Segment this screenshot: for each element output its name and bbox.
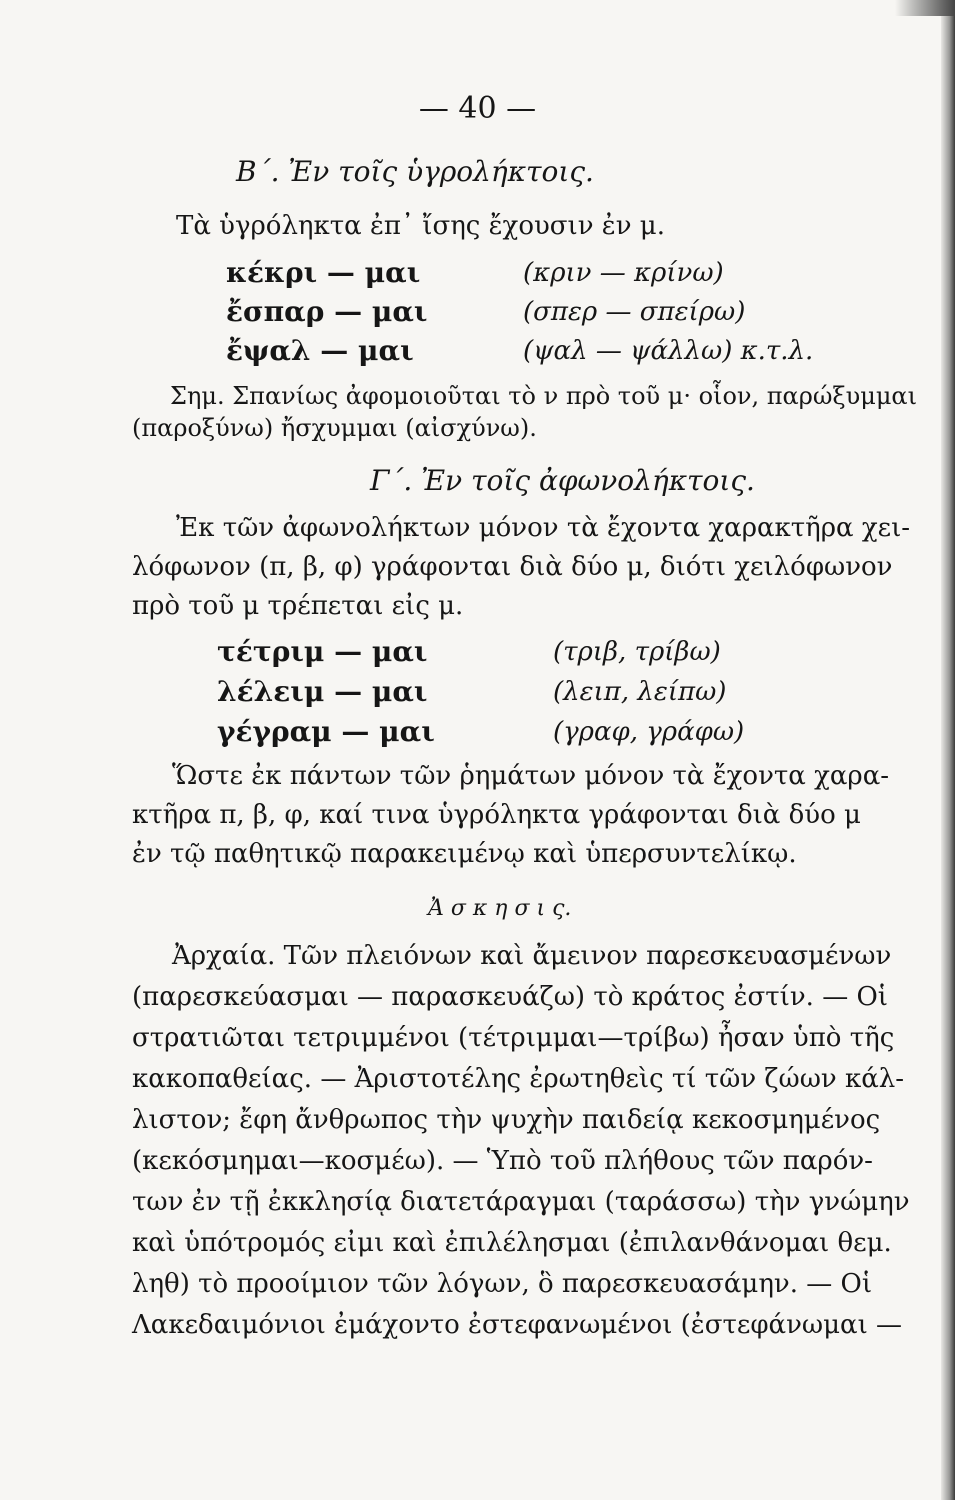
section-g-example-form: γέγραμ — μαι xyxy=(217,715,435,748)
exercise-line: των ἐν τῇ ἐκκλησίᾳ διατετάραγμαι (ταράσσω) τὴν γνώμην xyxy=(132,1187,910,1217)
section-g-example-stem: (γραφ, γράφω) xyxy=(553,717,745,747)
exercise-line: Λακεδαιμόνιοι ἐμάχοντο ἐστεφανωμένοι (ἐστεφάνωμαι — xyxy=(132,1310,903,1340)
section-g-example-form: λέλειμ — μαι xyxy=(217,675,428,708)
section-g-intro-line: Ἐκ τῶν ἀφωνολήκτων μόνον τὰ ἔχοντα χαρακτῆρα χει- xyxy=(176,513,911,543)
section-g-heading: Γ΄. Ἐν τοῖς ἀφωνολήκτοις. xyxy=(370,464,755,497)
section-b-note: (παροξύνω) ἤσχυμμαι (αἰσχύνω). xyxy=(132,414,537,442)
section-g-example-stem: (τριβ, τρίβω) xyxy=(553,637,721,667)
exercise-line: λιστον; ἔφη ἄνθρωπος τὴν ψυχὴν παιδείᾳ κεκοσμημένος xyxy=(132,1105,881,1135)
section-b-example-form: ἔσπαρ — μαι xyxy=(226,295,428,328)
section-b-example-form: ἔψαλ — μαι xyxy=(226,334,414,367)
section-g-intro-line: λόφωνον (π, β, φ) γράφονται διὰ δύο μ, διότι χειλόφωνον xyxy=(132,552,893,582)
exercise-line: Ἀρχαία. Τῶν πλειόνων καὶ ἄμεινον παρεσκευασμένων xyxy=(172,941,892,971)
section-b-intro: Τὰ ὑγρόληκτα ἐπ᾿ ἴσης ἔχουσιν ἐν μ. xyxy=(176,211,665,241)
page-number: — 40 — xyxy=(418,91,537,126)
section-g-conclusion-line: Ὥστε ἐκ πάντων τῶν ῥημάτων μόνον τὰ ἔχοντα χαρα- xyxy=(172,761,890,791)
section-b-heading: Β΄. Ἐν τοῖς ὑγρολήκτοις. xyxy=(236,155,594,188)
section-g-conclusion-line: κτῆρα π, β, φ, καί τινα ὑγρόληκτα γράφονται διὰ δύο μ xyxy=(132,800,861,830)
section-b-example-stem: (σπερ — σπείρω) xyxy=(523,297,746,327)
exercise-line: καὶ ὑπότρομός εἰμι καὶ ἐπιλέλησμαι (ἐπιλανθάνομαι θεμ. xyxy=(132,1228,892,1258)
exercise-line: κακοπαθείας. — Ἀριστοτέλης ἐρωτηθεὶς τί τῶν ζώων κάλ- xyxy=(132,1064,905,1094)
section-g-intro-line: πρὸ τοῦ μ τρέπεται εἰς μ. xyxy=(132,591,464,621)
section-b-example-form: κέκρι — μαι xyxy=(226,256,421,289)
exercises-heading: Ἀ σ κ η σ ι ς. xyxy=(428,896,572,921)
exercise-line: (κεκόσμημαι—κοσμέω). — Ὑπὸ τοῦ πλήθους τῶν παρόν- xyxy=(132,1146,873,1176)
exercise-line: στρατιῶται τετριμμένοι (τέτριμμαι—τρίβω) ἦσαν ὑπὸ τῆς xyxy=(132,1023,895,1053)
section-b-example-stem: (κριν — κρίνω) xyxy=(523,258,724,288)
section-g-example-stem: (λειπ, λείπω) xyxy=(553,677,727,707)
section-g-conclusion-line: ἐν τῷ παθητικῷ παρακειμένῳ καὶ ὑπερσυντελίκῳ. xyxy=(132,839,797,869)
exercise-line: (παρεσκεύασμαι — παρασκευάζω) τὸ κράτος ἐστίν. — Οἱ xyxy=(132,982,888,1012)
exercise-line: ληθ) τὸ προοίμιον τῶν λόγων, ὃ παρεσκευασάμην. — Οἱ xyxy=(132,1269,873,1299)
section-b-example-stem: (ψαλ — ψάλλω) κ.τ.λ. xyxy=(523,336,814,366)
section-g-example-form: τέτριμ — μαι xyxy=(217,635,428,668)
section-b-note: Σημ. Σπανίως ἀφομοιοῦται τὸ ν πρὸ τοῦ μ· οἷον, παρώξυμμαι xyxy=(170,382,918,410)
